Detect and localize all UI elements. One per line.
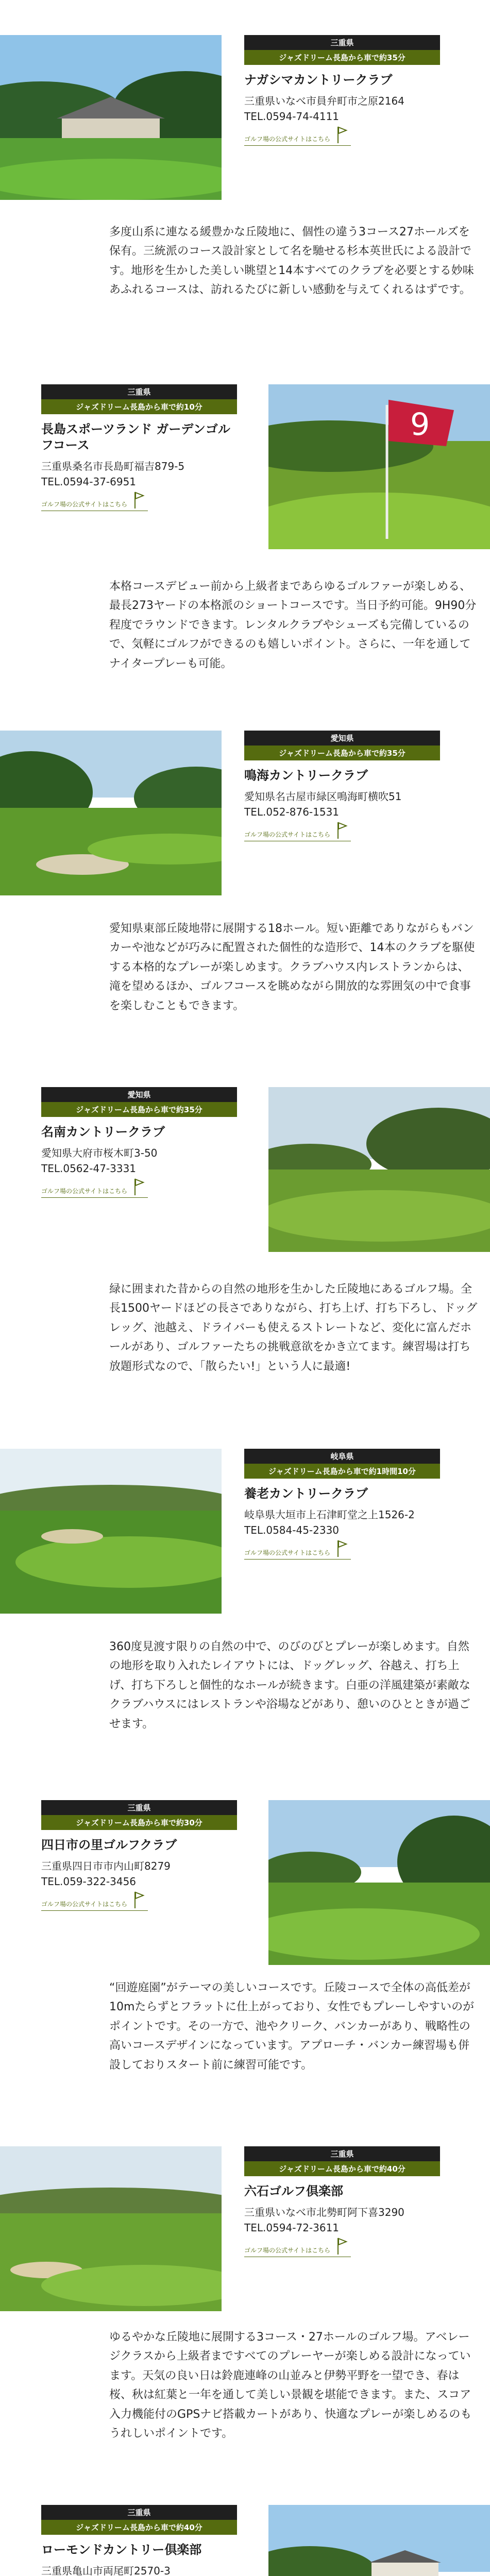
access-label: ジャズドリーム長島から車で約40分 bbox=[244, 2161, 440, 2176]
course-card-8 bbox=[0, 2505, 490, 2576]
course-card-3 bbox=[0, 731, 490, 947]
course-address: 三重県四日市市内山町8279 bbox=[41, 1860, 171, 1873]
course-photo-8 bbox=[268, 2505, 490, 2576]
golf-flag-icon bbox=[335, 821, 348, 840]
course-address: 愛知県名古屋市緑区鳴海町横吹51 bbox=[244, 790, 402, 803]
official-site-link-label: ゴルフ場の公式サイトはこちら bbox=[244, 135, 331, 143]
course-photo-3 bbox=[0, 731, 222, 895]
course-card-1 bbox=[0, 35, 490, 251]
course-info-8 bbox=[41, 2505, 237, 2576]
course-info-5 bbox=[244, 1449, 440, 1560]
official-site-link[interactable] bbox=[41, 500, 148, 511]
course-card-2 bbox=[0, 384, 490, 601]
course-tel: TEL.0562-47-3331 bbox=[41, 1162, 137, 1175]
course-tel: TEL.052-876-1531 bbox=[244, 806, 340, 819]
official-site-link-label: ゴルフ場の公式サイトはこちら bbox=[244, 2247, 331, 2255]
course-card-4 bbox=[0, 1087, 490, 1303]
course-info-6 bbox=[41, 1800, 237, 1911]
course-photo-5 bbox=[0, 1449, 222, 1614]
course-description-5: 360度見渡す限りの自然の中で、のびのびとプレーが楽しめます。自然の地形を取り入れたレイアウトには、ドッグレッグ、谷越え、打ち上げ、打ち下ろしと個性的なホールが続きます。白亜の洋風建築が素敵なクラブハウスにはレストランや浴場などがあり、憩いのひとときが過ごせます。 bbox=[109, 1640, 470, 1731]
course-name: 名南カントリークラブ bbox=[41, 1125, 165, 1139]
access-label: ジャズドリーム長島から車で約10分 bbox=[41, 399, 237, 414]
access-label: ジャズドリーム長島から車で約40分 bbox=[41, 2520, 237, 2535]
course-address: 三重県いなべ市員弁町市之原2164 bbox=[244, 95, 404, 108]
region-label: 三重県 bbox=[244, 2146, 440, 2161]
course-photo-7 bbox=[0, 2146, 222, 2311]
course-info-7 bbox=[244, 2146, 440, 2257]
course-description-3: 愛知県東部丘陵地帯に展開する18ホール。短い距離でありながらもバンカーや池などが巧みに配置された個性的な造形で、14本のクラブを駆使する本格的なプレーが楽しめます。クラブハウス内レストランからは、滝を望めるほか、ゴルフコースを眺めながら開放的な雰囲気の中で食事を楽しむこともできます。 bbox=[109, 922, 475, 1012]
access-label: ジャズドリーム長島から車で約35分 bbox=[41, 1102, 237, 1117]
course-info-1 bbox=[244, 35, 440, 146]
course-description-2: 本格コースデビュー前から上級者まであらゆるゴルファーが楽しめる、最長273ヤードの本格派のショートコースです。当日予約可能。9H90分程度でラウンドできます。レンタルクラブやシューズも完備しているので、気軽にゴルフができるのも嬉しいポイント。さらに、一年を通してナイタープレーも可能。 bbox=[109, 580, 477, 670]
golf-flag-icon bbox=[335, 2237, 348, 2256]
region-label: 三重県 bbox=[41, 2505, 237, 2520]
access-label: ジャズドリーム長島から車で約30分 bbox=[41, 1815, 237, 1830]
official-site-link[interactable] bbox=[244, 1548, 351, 1560]
official-site-link[interactable] bbox=[41, 1900, 148, 1911]
region-label: 愛知県 bbox=[244, 731, 440, 745]
course-name: 六石ゴルフ倶楽部 bbox=[244, 2184, 343, 2198]
course-description-1: 多度山系に連なる緩豊かな丘陵地に、個性の違う3コース27ホールズを保有。三統派のコース設計家として名を馳せる杉本英世氏による設計です。地形を生かした美しい眺望と14本すべてのクラブを必要とする妙味あふれるコースは、訪れるたびに新しい感動を与えてくれるはずです。 bbox=[109, 226, 474, 297]
region-label: 愛知県 bbox=[41, 1087, 237, 1102]
course-description-7: ゆるやかな丘陵地に展開する3コース・27ホールのゴルフ場。アベレージクラスから上級者まですべてのプレーヤーが楽しめる設計になっています。天気の良い日は鈴鹿連峰の山並みと伊勢平野を一望でき、春は桜、秋は紅葉と一年を通して美しい景観を堪能できます。また、スコア入力機能付のGPSナビ搭載カートがあり、快適なプレーが楽しめるのもうれしいポイントです。 bbox=[109, 2331, 472, 2440]
official-site-link[interactable] bbox=[41, 1187, 148, 1198]
official-site-link[interactable] bbox=[244, 134, 351, 146]
official-site-link-label: ゴルフ場の公式サイトはこちら bbox=[244, 831, 331, 839]
golf-flag-icon bbox=[132, 1178, 145, 1196]
official-site-link-label: ゴルフ場の公式サイトはこちら bbox=[244, 1549, 331, 1557]
official-site-link-label: ゴルフ場の公式サイトはこちら bbox=[41, 1901, 128, 1908]
region-label: 三重県 bbox=[41, 1800, 237, 1815]
golf-flag-icon bbox=[335, 1539, 348, 1558]
region-label: 三重県 bbox=[41, 384, 237, 399]
course-photo-6 bbox=[268, 1800, 490, 1965]
course-photo-4 bbox=[268, 1087, 490, 1252]
course-address: 愛知県大府市桜木町3-50 bbox=[41, 1147, 158, 1160]
course-name: 養老カントリークラブ bbox=[244, 1486, 368, 1501]
course-info-4 bbox=[41, 1087, 237, 1198]
official-site-link-label: ゴルフ場の公式サイトはこちら bbox=[41, 501, 128, 509]
access-label: ジャズドリーム長島から車で約35分 bbox=[244, 50, 440, 65]
access-label: ジャズドリーム長島から車で約1時間10分 bbox=[244, 1464, 440, 1479]
course-name: 長島スポーツランド ガーデンゴルフコース bbox=[41, 422, 230, 453]
course-photo-1 bbox=[0, 35, 222, 200]
golf-flag-icon bbox=[335, 126, 348, 144]
golf-flag-icon bbox=[132, 1891, 145, 1909]
course-address: 三重県いなべ市北勢町阿下喜3290 bbox=[244, 2206, 404, 2219]
official-site-link[interactable] bbox=[244, 830, 351, 841]
course-tel: TEL.0584-45-2330 bbox=[244, 1524, 340, 1537]
course-name: ローモンドカントリー倶楽部 bbox=[41, 2543, 202, 2557]
course-tel: TEL.059-322-3456 bbox=[41, 1875, 137, 1888]
course-info-2 bbox=[41, 384, 237, 511]
access-label: ジャズドリーム長島から車で約35分 bbox=[244, 745, 440, 760]
course-card-5 bbox=[0, 1449, 490, 1665]
course-info-3 bbox=[244, 731, 440, 841]
course-tel: TEL.0594-74-4111 bbox=[244, 110, 340, 123]
official-site-link[interactable] bbox=[244, 2246, 351, 2257]
course-tel: TEL.0594-72-3611 bbox=[244, 2222, 340, 2234]
course-description-4: 緑に囲まれた昔からの自然の地形を生かした丘陵地にあるゴルフ場。全長1500ヤードほどの長さでありながら、打ち上げ、打ち下ろし、ドッグレッグ、池越え、ドライバーも使えるストレートなど、変化に富んだホールがあり、ゴルファーたちの挑戦意欲をかき立てます。練習場は打ち放題形式なので、「散らたい!」という人に最適! bbox=[109, 1283, 478, 1373]
course-address: 三重県桑名市長島町福吉879-5 bbox=[41, 460, 185, 473]
course-tel: TEL.0594-37-6951 bbox=[41, 476, 137, 488]
course-name: 四日市の里ゴルフクラブ bbox=[41, 1838, 177, 1852]
course-name: 鳴海カントリークラブ bbox=[244, 768, 368, 783]
course-name: ナガシマカントリークラブ bbox=[244, 73, 393, 87]
region-label: 三重県 bbox=[244, 35, 440, 50]
course-address: 岐阜県大垣市上石津町堂之上1526-2 bbox=[244, 1509, 415, 1521]
course-address: 三重県亀山市両尾町2570-3 bbox=[41, 2565, 171, 2576]
region-label: 岐阜県 bbox=[244, 1449, 440, 1464]
course-photo-2 bbox=[268, 384, 490, 549]
course-description-6: “回遊庭園”がテーマの美しいコースです。丘陵コースで全体の高低差が10mたらずとフラットに仕上がっており、女性でもプレーしやすいのがポイントです。その一方で、池やクリーク、バンカーがあり、戦略性の高いコースデザインになっています。アプローチ・バンカー練習場も併設しておりスタート前に練習可能です。 bbox=[109, 1981, 475, 2072]
golf-flag-icon bbox=[132, 491, 145, 510]
svg-text:9: 9 bbox=[410, 406, 430, 443]
official-site-link-label: ゴルフ場の公式サイトはこちら bbox=[41, 1188, 128, 1195]
